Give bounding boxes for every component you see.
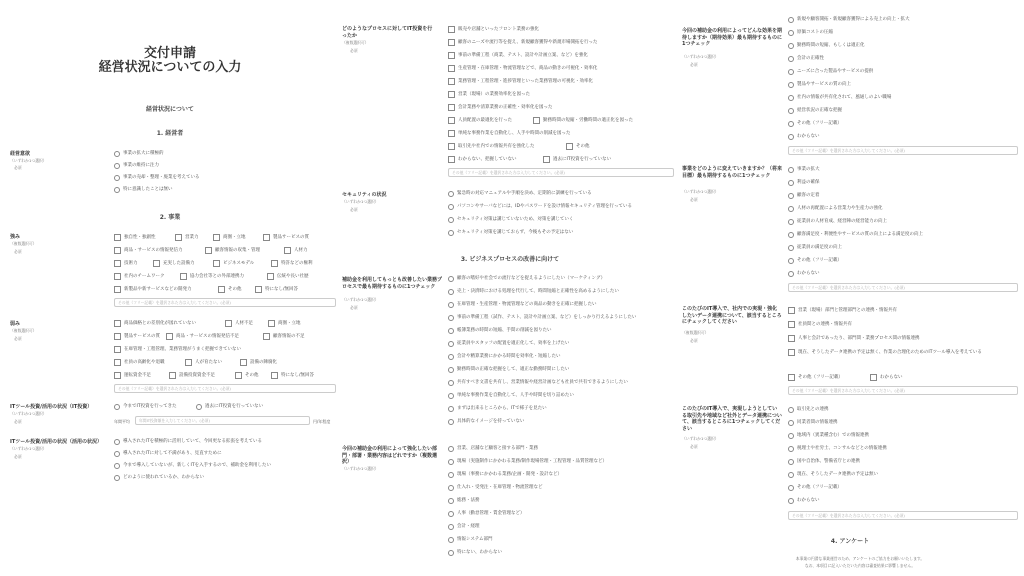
- radio-icon[interactable]: [788, 108, 794, 114]
- radio-icon[interactable]: [788, 95, 794, 101]
- kaeru-option[interactable]: 顧客の定着: [788, 193, 820, 199]
- process-option[interactable]: 人員配置の最適化を行った: [448, 117, 512, 124]
- q-katsuyo-label: ITツール投資/活用の状況（活用の状況）: [10, 439, 102, 445]
- bumon-option[interactable]: 会計・経理: [448, 524, 480, 530]
- checkbox-icon[interactable]: [166, 333, 173, 340]
- torihiki-option[interactable]: その他（フリー記載）: [788, 485, 842, 491]
- radio-icon[interactable]: [788, 167, 794, 173]
- bumon-option[interactable]: 情報システム部門: [448, 537, 493, 543]
- q-ishi-label: 経営意欲: [10, 151, 31, 157]
- column-right: [680, 0, 1024, 576]
- checkbox-icon[interactable]: [448, 156, 455, 163]
- radio-icon[interactable]: [788, 43, 794, 49]
- q-data-sub: （複数選択可）: [682, 330, 709, 335]
- checkbox-icon[interactable]: [448, 39, 455, 46]
- yowami-option[interactable]: 運転資金不足: [114, 372, 151, 379]
- tsuyomi-option[interactable]: 特になし/無回答: [255, 286, 298, 293]
- kaizen-option[interactable]: 在庫管理・生産管理・物流管理などの商品の動きを正確に把握したい: [448, 302, 597, 308]
- radio-icon[interactable]: [448, 537, 454, 543]
- tsuyomi-option[interactable]: 製品サービスの質: [263, 234, 309, 241]
- yowami-free-input[interactable]: その他（フリー記載）を選択された方は入力してください。(必須): [114, 384, 336, 393]
- ishi-option[interactable]: 事業の拡大に積極的: [114, 151, 164, 157]
- security-option[interactable]: パソコンやサーバなどには、IDやパスワードを設け情報セキュリティ管理を行っている: [448, 204, 632, 210]
- radio-icon[interactable]: [448, 217, 454, 223]
- radio-icon[interactable]: [448, 485, 454, 491]
- radio-icon[interactable]: [788, 446, 794, 452]
- checkbox-icon[interactable]: [213, 234, 220, 241]
- process-option[interactable]: 単純な事務作業を自動化し、人手や時間の削減を図った: [448, 130, 571, 137]
- checkbox-icon[interactable]: [114, 320, 121, 327]
- checkbox-icon[interactable]: [448, 117, 455, 124]
- checkbox-icon[interactable]: [185, 359, 192, 366]
- checkbox-icon[interactable]: [267, 273, 274, 280]
- yowami-option[interactable]: 設備投資資金不足: [169, 372, 215, 379]
- bumon-option[interactable]: 営業、店舗など顧客と接する部門・業務: [448, 446, 538, 452]
- column-left: [0, 0, 340, 576]
- checkbox-icon[interactable]: [235, 372, 242, 379]
- radio-icon[interactable]: [114, 175, 120, 181]
- checkbox-icon[interactable]: [448, 65, 455, 72]
- katsuyo-option[interactable]: 今まで導入していないが、新しくITを入手するので、補助金を利用したい: [114, 463, 271, 469]
- required-badge: 必須: [350, 48, 358, 53]
- q-kouka-label: 今回の補助金の利用によってどんな効果を期待しますか（期待効果）最も期待するものに1つチェック: [682, 28, 783, 47]
- process-option[interactable]: 勤務時間の短縮・労働時間の適正化を図った: [533, 117, 633, 124]
- checkbox-icon[interactable]: [448, 26, 455, 33]
- torihiki-option[interactable]: 地域内（異業種含む）での情報連携: [788, 433, 869, 439]
- kaeru-option[interactable]: 利益の確保: [788, 180, 820, 186]
- checkbox-icon[interactable]: [114, 247, 121, 254]
- required-badge: 必須: [350, 305, 358, 310]
- survey-note: 本事業の円滑な事業運営のため、アンケートのご協力をお願いいたします。: [795, 556, 925, 561]
- process-option[interactable]: 会計業務や清算業務の正確性・効率化を図った: [448, 104, 553, 111]
- yowami-option[interactable]: 人が育たない: [185, 359, 222, 366]
- kouka-option[interactable]: 経営状況の正確な把握: [788, 108, 842, 114]
- q-process-label: どのようなプロセスに対してIT投資を行ったか: [342, 26, 433, 39]
- tsuyomi-option[interactable]: 独自性・独創性: [114, 234, 156, 241]
- tsuyomi-option[interactable]: 協力会社等との外部連携力: [180, 273, 244, 280]
- checkbox-icon[interactable]: [114, 372, 121, 379]
- kouka-option[interactable]: わからない: [788, 134, 820, 140]
- checkbox-icon[interactable]: [788, 374, 795, 381]
- kouka-option[interactable]: 会計の正確性: [788, 56, 824, 62]
- radio-icon[interactable]: [788, 245, 794, 251]
- radio-icon[interactable]: [448, 204, 454, 210]
- kaizen-option[interactable]: 単純な事務作業を自動化して、人手や時間を切り詰めたい: [448, 393, 574, 399]
- tsuyomi-option[interactable]: 商圏・立地: [213, 234, 246, 241]
- bumon-option[interactable]: 特にない、わからない: [448, 550, 502, 556]
- tsuyomi-option[interactable]: 特許などの権利: [271, 260, 313, 267]
- radio-icon[interactable]: [448, 393, 454, 399]
- checkbox-icon[interactable]: [114, 333, 121, 340]
- radio-icon[interactable]: [448, 446, 454, 452]
- required-badge: 必須: [14, 165, 22, 170]
- section-2-title: 2. 事業: [159, 214, 181, 221]
- radio-icon[interactable]: [788, 134, 794, 140]
- radio-icon[interactable]: [448, 276, 454, 282]
- radio-icon[interactable]: [114, 439, 120, 445]
- section-title: 経営状況について: [146, 106, 194, 113]
- yowami-option[interactable]: 製品サービスの質: [114, 333, 160, 340]
- radio-icon[interactable]: [788, 498, 794, 504]
- q-data-label: このたびのIT導入で、社内での実現・強化したいデータ連携について、該当するところにチェックしてください: [682, 306, 782, 325]
- q-it-toshi-label: ITツール投資/活用の状況（IT投資）: [10, 404, 93, 410]
- required-badge: 必須: [14, 454, 22, 459]
- q-security-label: セキュリティの状況: [342, 192, 387, 198]
- kaeru-option[interactable]: 従業員の満足度の向上: [788, 245, 842, 251]
- radio-icon[interactable]: [788, 82, 794, 88]
- radio-icon[interactable]: [788, 30, 794, 36]
- radio-icon[interactable]: [448, 459, 454, 465]
- checkbox-icon[interactable]: [788, 349, 795, 356]
- tsuyomi-option[interactable]: 営業力: [175, 234, 199, 241]
- yowami-option[interactable]: 顧客情報の不足: [263, 333, 305, 340]
- torihiki-option[interactable]: 現在、そうしたデータ連携の予定は無い: [788, 472, 878, 478]
- checkbox-icon[interactable]: [114, 273, 121, 280]
- checkbox-icon[interactable]: [271, 372, 278, 379]
- kaizen-option[interactable]: 売上・決済時における処理を代行して、時間短縮と正確性を高めるようにしたい: [448, 289, 619, 295]
- bumon-option[interactable]: 総務・法務: [448, 498, 480, 504]
- data-free-input[interactable]: その他（フリー記載）を選択された方は入力してください。(必須): [788, 386, 1018, 395]
- required-badge: 必須: [14, 419, 22, 424]
- kouka-option[interactable]: 勤務時間の短縮、もしくは適正化: [788, 43, 865, 49]
- radio-icon[interactable]: [448, 550, 454, 556]
- kouka-option[interactable]: 社内の情報が共有化されて、風通しのよい職場: [788, 95, 891, 101]
- radio-icon[interactable]: [448, 302, 454, 308]
- kouka-free-input[interactable]: その他（フリー記載）を選択された方は入力してください。(必須): [788, 146, 1018, 155]
- radio-icon[interactable]: [788, 193, 794, 199]
- radio-icon[interactable]: [788, 69, 794, 75]
- yowami-option[interactable]: 在庫管理・工程管理、業務管理がうまく把握できていない: [114, 346, 241, 353]
- q-kaeru-label: 事業をどのように変えていきますか？（将来目標）最も期待するものに1つチェック: [682, 166, 783, 179]
- section-4-title: 4. アンケート: [830, 538, 870, 545]
- q-tsuyomi-sub: （複数選択可）: [10, 241, 37, 246]
- checkbox-icon[interactable]: [255, 286, 262, 293]
- radio-icon[interactable]: [448, 315, 454, 321]
- checkbox-icon[interactable]: [448, 52, 455, 59]
- q-torihiki-sub: （いずれか1つ選択）: [682, 436, 719, 441]
- torihiki-option[interactable]: わからない: [788, 498, 820, 504]
- checkbox-icon[interactable]: [448, 130, 455, 137]
- tsuyomi-free-input[interactable]: その他（フリー記載）を選択された方は入力してください。(必須): [114, 298, 336, 307]
- security-option[interactable]: 緊急時の対応マニュアルや手順を決め、定期的に訓練を行っている: [448, 191, 592, 197]
- kaeru-option[interactable]: 従業員の人材育成、経営陣の経営能力の向上: [788, 219, 887, 225]
- process-option[interactable]: 過去にIT投資を行っていない: [543, 156, 611, 163]
- checkbox-icon[interactable]: [240, 359, 247, 366]
- radio-icon[interactable]: [788, 206, 794, 212]
- ishi-option[interactable]: 事業の売却・整理・廃業を考えている: [114, 175, 200, 181]
- checkbox-icon[interactable]: [263, 234, 270, 241]
- required-badge: 必須: [690, 197, 698, 202]
- radio-icon[interactable]: [448, 328, 454, 334]
- q-torihiki-label: このたびのIT導入で、実現しようとしている取引先や地域など社外とデータ連携について、該当するところに1つチェックしてください: [682, 406, 782, 432]
- required-badge: 必須: [690, 338, 698, 343]
- kaizen-option[interactable]: 勤務時間の正確な把握をして、適正な勤務時間にしたい: [448, 367, 569, 373]
- checkbox-icon[interactable]: [114, 359, 121, 366]
- data-option[interactable]: 現在、そうしたデータ連携の予定は無く、作業の合理化のためのITツール導入を考えている: [788, 349, 982, 356]
- radio-icon[interactable]: [114, 404, 120, 410]
- year-amount-input[interactable]: 年間IT投資額を入力してください。(必須): [135, 416, 310, 425]
- kouka-option[interactable]: 新規や顧客開拓・新規顧客獲得による売上の向上・拡大: [788, 17, 910, 23]
- radio-icon[interactable]: [114, 163, 120, 169]
- required-badge: 必須: [690, 62, 698, 67]
- section-1-title: 1. 経営者: [156, 130, 184, 137]
- checkbox-icon[interactable]: [213, 260, 220, 267]
- radio-icon[interactable]: [114, 151, 120, 157]
- checkbox-icon[interactable]: [448, 104, 455, 111]
- checkbox-icon[interactable]: [543, 156, 550, 163]
- q-it-toshi-sub: （いずれか1つ選択）: [10, 411, 47, 416]
- kaizen-option[interactable]: まずは出来るところから、ITで様子を見たい: [448, 406, 547, 412]
- radio-icon[interactable]: [788, 271, 794, 277]
- tsuyomi-option[interactable]: 商品・サービスの情報発信力: [114, 247, 183, 254]
- bumon-option[interactable]: 仕入れ・受発注・在庫管理・物流管理など: [448, 485, 543, 491]
- required-badge: 必須: [350, 207, 358, 212]
- checkbox-icon[interactable]: [180, 273, 187, 280]
- checkbox-icon[interactable]: [566, 143, 573, 150]
- checkbox-icon[interactable]: [788, 321, 795, 328]
- checkbox-icon[interactable]: [788, 335, 795, 342]
- checkbox-icon[interactable]: [175, 234, 182, 241]
- bumon-option[interactable]: 現場（事務にかかわる業務/企画・開発・設計など）: [448, 472, 562, 478]
- security-option[interactable]: セキュリティ対策は講じていないため、対策を講じていく: [448, 217, 573, 223]
- radio-icon[interactable]: [788, 485, 794, 491]
- process-option[interactable]: 取引先や社内での情報共有を強化した: [448, 143, 535, 150]
- q-kouka-sub: （いずれか1つ選択）: [682, 54, 719, 59]
- kaeru-option[interactable]: 人材の再配置による営業力や生産力の強化: [788, 206, 883, 212]
- radio-icon[interactable]: [448, 472, 454, 478]
- checkbox-icon[interactable]: [263, 333, 270, 340]
- tsuyomi-option[interactable]: 技術力: [114, 260, 138, 267]
- q-katsuyo-sub: （いずれか1つ選択）: [10, 446, 47, 451]
- process-option[interactable]: 業務管理・工程管理・進捗管理といった業務管理の可視化・効率化: [448, 78, 593, 85]
- checkbox-icon[interactable]: [788, 307, 795, 314]
- tsuyomi-option[interactable]: 充実した設備力: [153, 260, 195, 267]
- radio-icon[interactable]: [448, 511, 454, 517]
- radio-icon[interactable]: [448, 230, 454, 236]
- kouka-option[interactable]: 製品やサービスの質の向上: [788, 82, 851, 88]
- kaeru-option[interactable]: わからない: [788, 271, 820, 277]
- security-option[interactable]: セキュリティ対策を講じておらず、今後もその予定はない: [448, 230, 573, 236]
- kaeru-option[interactable]: その他（フリー記載）: [788, 258, 842, 264]
- radio-icon[interactable]: [448, 354, 454, 360]
- kaizen-option[interactable]: 帳簿業務の時間の短縮、手間の削減を図りたい: [448, 328, 552, 334]
- kaeru-free-input[interactable]: その他（フリー記載）を選択された方は入力してください。(必須): [788, 283, 1018, 292]
- katsuyo-option[interactable]: どのように使われているか、わからない: [114, 475, 204, 481]
- radio-icon[interactable]: [788, 180, 794, 186]
- q-ishi-sub: （いずれか1つ選択）: [10, 158, 47, 163]
- data-option[interactable]: 営業（現場）部門と管理部門との連携・情報共有: [788, 307, 897, 314]
- radio-icon[interactable]: [448, 289, 454, 295]
- q-kaizen-sub: （いずれか1つ選択）: [342, 297, 379, 302]
- yowami-option[interactable]: 特になし/無回答: [271, 372, 314, 379]
- checkbox-icon[interactable]: [114, 286, 121, 293]
- survey-note: なお、本項目に記入いただいた内容は審査結果に影響しません。: [804, 563, 916, 568]
- q-kaizen-label: 補助金を利用してもっとも改善したい業務プロセスで最も期待するものに1つチェック: [342, 277, 443, 290]
- q-tsuyomi-label: 強み: [10, 234, 21, 240]
- kaizen-option[interactable]: 従業員やスタッフの配置を適正化して、効率を上げたい: [448, 341, 569, 347]
- bumon-option[interactable]: 現場（実施制作にかかわる業務/制作現場管理・工程管理・品質管理など）: [448, 459, 607, 465]
- checkbox-icon[interactable]: [114, 260, 121, 267]
- torihiki-option[interactable]: 同業者間の情報連携: [788, 420, 838, 426]
- process-option[interactable]: 生産管理・在庫管理・物流管理などで、商品の動きの可視化・効率化: [448, 65, 597, 72]
- tsuyomi-option[interactable]: 新製品や新サービスなどの開発力: [114, 286, 192, 293]
- checkbox-icon[interactable]: [114, 234, 121, 241]
- required-badge: 必須: [14, 249, 22, 254]
- yowami-option[interactable]: 商品価格との差別化が図れていない: [114, 320, 196, 327]
- tsuyomi-option[interactable]: ビジネスモデル: [213, 260, 254, 267]
- year-label: 年間平均: [114, 419, 130, 424]
- kaizen-option[interactable]: 事前の準備工程（試作、テスト、設計や計画立案、など）をしっかり行えるようにしたい: [448, 315, 636, 321]
- torihiki-option[interactable]: 取引先との連携: [788, 407, 829, 413]
- katsuyo-option[interactable]: 導入されたITを積極的に活用していて、今回更なる拡張を考えている: [114, 439, 262, 445]
- radio-icon[interactable]: [448, 380, 454, 386]
- checkbox-icon[interactable]: [448, 91, 455, 98]
- column-middle: [340, 0, 680, 576]
- radio-icon[interactable]: [448, 191, 454, 197]
- torihiki-free-input[interactable]: その他（フリー記載）を選択された方は入力してください。(必須): [788, 511, 1018, 520]
- radio-icon[interactable]: [788, 459, 794, 465]
- torihiki-option[interactable]: 税理士や社労士、コンサルなどとの情報連携: [788, 446, 887, 452]
- tsuyomi-option[interactable]: 人材力: [284, 247, 308, 254]
- checkbox-icon[interactable]: [225, 320, 232, 327]
- required-badge: 必須: [690, 444, 698, 449]
- radio-icon[interactable]: [788, 121, 794, 127]
- tsuyomi-option[interactable]: 伝統や長い社歴: [267, 273, 309, 280]
- radio-icon[interactable]: [788, 17, 794, 23]
- kaizen-option[interactable]: 会計や精算業務にかかる時間を効率化・短縮したい: [448, 354, 561, 360]
- radio-icon[interactable]: [114, 463, 120, 469]
- checkbox-icon[interactable]: [284, 247, 291, 254]
- checkbox-icon[interactable]: [448, 78, 455, 85]
- page-subtitle: 経営状況についての入力: [98, 60, 242, 75]
- ishi-option[interactable]: 特に意識したことは無い: [114, 187, 173, 193]
- radio-icon[interactable]: [448, 498, 454, 504]
- radio-icon[interactable]: [114, 187, 120, 193]
- yowami-option[interactable]: 商品・サービスの情報発信不足: [166, 333, 239, 340]
- checkbox-icon[interactable]: [218, 286, 225, 293]
- process-option[interactable]: 販売や店舗といったフロント業務の強化: [448, 26, 539, 33]
- section-3-title: 3. ビジネスプロセスの改善に向けて: [460, 256, 560, 263]
- radio-icon[interactable]: [114, 451, 120, 457]
- radio-icon[interactable]: [448, 419, 454, 425]
- kaizen-option[interactable]: 顧客の嗜好や社会での流行などを捉えるようにしたい（マーケティング）: [448, 276, 605, 282]
- tsuyomi-option[interactable]: 顧客情報の収集・管理: [205, 247, 260, 254]
- radio-icon[interactable]: [448, 524, 454, 530]
- checkbox-icon[interactable]: [533, 117, 540, 124]
- kouka-option[interactable]: 原価コストの圧縮: [788, 30, 833, 36]
- yowami-option[interactable]: 設備の陳腐化: [240, 359, 277, 366]
- kaizen-option[interactable]: 共有すべき文書を共有し、営業情報や経営計画なども社員で共有できるようにしたい: [448, 380, 628, 386]
- checkbox-icon[interactable]: [153, 260, 160, 267]
- q-kaeru-sub: （いずれか1つ選択）: [682, 189, 719, 194]
- radio-icon[interactable]: [788, 219, 794, 225]
- required-badge: 必須: [14, 336, 22, 341]
- process-option[interactable]: その他: [566, 143, 590, 150]
- ishi-option[interactable]: 事業の維持に注力: [114, 163, 159, 169]
- process-option[interactable]: 事前の準備工程（商業、テスト、設計や計画立案、など）を強化: [448, 52, 588, 59]
- radio-icon[interactable]: [788, 407, 794, 413]
- q-security-sub: （いずれか1つ選択）: [342, 199, 379, 204]
- radio-icon[interactable]: [788, 56, 794, 62]
- data-option[interactable]: その他（フリー記載）: [788, 374, 843, 381]
- radio-icon[interactable]: [448, 367, 454, 373]
- q-bumon-label: 今回の補助金の利用によって強化したい部門・部署・業務内容はどれですか（複数選択）: [342, 446, 438, 465]
- checkbox-icon[interactable]: [114, 346, 121, 353]
- kouka-option[interactable]: その他（フリー記載）: [788, 121, 842, 127]
- kaeru-option[interactable]: 事業の拡大: [788, 167, 820, 173]
- process-option[interactable]: 顧客のニーズや流行等を捉え、新規顧客獲得や新規市場開拓を行った: [448, 39, 598, 46]
- q-yowami-sub: （複数選択可）: [10, 328, 37, 333]
- torihiki-option[interactable]: 国や自治体、警備省庁との連携: [788, 459, 860, 465]
- checkbox-icon[interactable]: [271, 260, 278, 267]
- kaizen-option[interactable]: 具体的なイメージを持っていない: [448, 419, 524, 425]
- q-bumon-sub: （いずれか1つ選択）: [342, 466, 379, 471]
- radio-icon[interactable]: [788, 258, 794, 264]
- q-yowami-label: 弱み: [10, 321, 21, 327]
- radio-icon[interactable]: [448, 341, 454, 347]
- bumon-option[interactable]: 人事（勤怠管理・賃金管理など）: [448, 511, 525, 517]
- it-toshi-option[interactable]: 今までIT投資を行ってきた: [114, 404, 177, 410]
- process-option[interactable]: 営業（現場）の業務効率化を図った: [448, 91, 530, 98]
- checkbox-icon[interactable]: [268, 320, 275, 327]
- data-option[interactable]: わからない: [870, 374, 903, 381]
- page-title: 交付申請: [143, 46, 196, 61]
- process-option[interactable]: わからない、把握していない: [448, 156, 517, 163]
- yowami-option[interactable]: 商圏・立地: [268, 320, 301, 327]
- kouka-option[interactable]: ニーズに合った製品やサービスの提供: [788, 69, 873, 75]
- radio-icon[interactable]: [114, 475, 120, 481]
- katsuyo-option[interactable]: 導入されたITに対して不満があり、見直すために: [114, 451, 222, 457]
- yowami-option[interactable]: その他: [235, 372, 259, 379]
- radio-icon[interactable]: [788, 232, 794, 238]
- tsuyomi-option[interactable]: その他: [218, 286, 242, 293]
- year-unit: 円/年程度: [313, 419, 331, 424]
- process-free-input[interactable]: その他（フリー記載）を選択された方は入力してください。(必須): [448, 168, 674, 177]
- tsuyomi-option[interactable]: 社内のチームワーク: [114, 273, 165, 280]
- yowami-option[interactable]: 社員の高齢化や退職: [114, 359, 165, 366]
- data-option[interactable]: 人事と会計であったり、部門間・業務プロセス間の情報連携: [788, 335, 919, 342]
- checkbox-icon[interactable]: [205, 247, 212, 254]
- yowami-option[interactable]: 人材不足: [225, 320, 253, 327]
- radio-icon[interactable]: [788, 433, 794, 439]
- checkbox-icon[interactable]: [870, 374, 877, 381]
- checkbox-icon[interactable]: [448, 143, 455, 150]
- data-option[interactable]: 社員間との連携・情報共有: [788, 321, 852, 328]
- radio-icon[interactable]: [788, 420, 794, 426]
- kaeru-option[interactable]: 顧客満足度・利便性やサービスの質の向上による満足度の向上: [788, 232, 923, 238]
- radio-icon[interactable]: [788, 472, 794, 478]
- radio-icon[interactable]: [448, 406, 454, 412]
- checkbox-icon[interactable]: [169, 372, 176, 379]
- radio-icon[interactable]: [196, 404, 202, 410]
- it-toshi-option[interactable]: 過去にIT投資を行っていない: [196, 404, 263, 410]
- q-process-sub: （複数選択可）: [342, 40, 369, 45]
